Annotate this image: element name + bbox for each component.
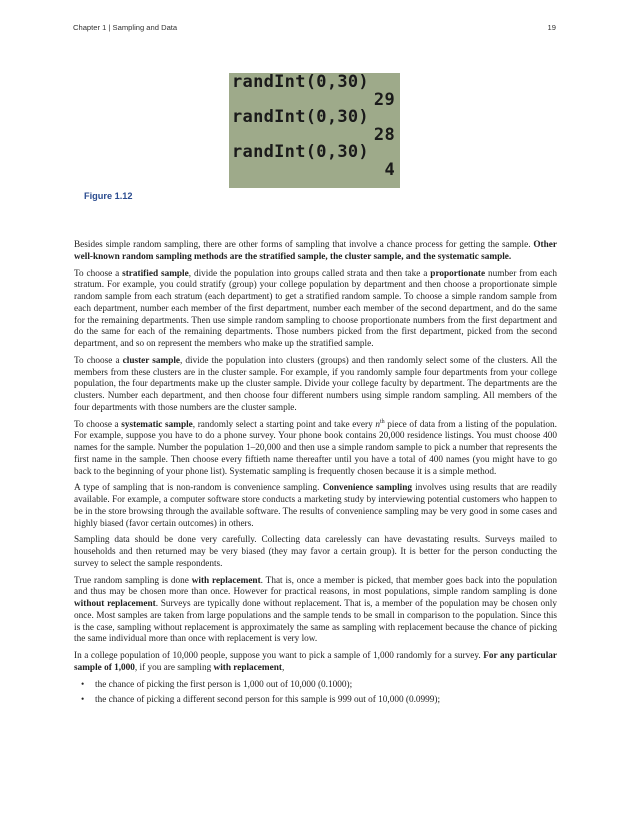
bullet-icon: • — [81, 695, 85, 706]
list-item — [74, 695, 557, 707]
paragraph — [74, 651, 557, 675]
calc-command-line: randInt(0,30) — [232, 107, 369, 127]
text-run: involves using results that are readily available. For example, a computer software store conducts a marketing study by interviewing potential customers who happen to be in the store browsing through the available software. The results of convenience sampling may be very good in some cases and highly biased (favor certain outcomes) in others. — [74, 483, 558, 529]
paragraph — [74, 576, 557, 647]
text-run: , divide the population into groups called strata and then take a — [188, 268, 431, 279]
text-run: A type of sampling that is non-random is convenience sampling. — [74, 483, 323, 494]
figure-caption: Figure 1.12 — [84, 191, 133, 201]
text-run: . Surveys are typically done without replacement. That is, a member of the population may be chosen only once. Most samples are taken from large populations and the sample tends to be small in comparison to the population. Since this is the case, sampling without replacement is approximately the same as sampling with replacement because the chance of picking the same individual more than once with replacement is very low. — [74, 599, 557, 645]
calc-result-line: 29 — [373, 89, 395, 110]
bold-text: For any particular sample of 1,000 — [74, 651, 558, 673]
bold-text: with replacement — [191, 575, 261, 586]
bold-text: Convenience sampling — [322, 483, 413, 494]
text-run: . That is, once a member is picked, that member goes back into the population and thus may be chosen more than once. However for practical reasons, in most populations, simple random sampling is done — [74, 575, 557, 598]
text-run: Sampling data should be done very carefully. Collecting data carelessly can have devastating results. Surveys mailed to households and then returned may be very biased (they may favor a certain group). It is better for the person conducting the survey to select the sample respondents. — [74, 535, 557, 569]
text-run: , if you are sampling — [134, 662, 214, 673]
text-run: Besides simple random sampling, there are other forms of sampling that involve a chance process for getting the sample. — [74, 240, 534, 250]
page-number: 19 — [547, 23, 556, 32]
text-run: , divide the population into clusters (groups) and then randomly select some of the clusters. All the members from these clusters are in the cluster sample. For example, if you randomly sample four departments from your college population, the four departments make up the cluster sample. Divide your college faculty by department. The departments are the clusters. Number each department, and then choose four different numbers using simple random sampling. All members of the four departments with those numbers are the cluster sample. — [74, 355, 558, 413]
bold-text: with replacement — [213, 662, 282, 673]
running-header-chapter: Chapter 1 | Sampling and Data — [73, 23, 178, 32]
text-run: To choose a — [74, 419, 122, 430]
paragraph — [74, 240, 557, 264]
paragraph — [74, 420, 557, 479]
text-run: To choose a — [74, 355, 123, 366]
paragraph — [74, 535, 557, 570]
text-run: True random sampling is done — [74, 575, 192, 586]
bullet-icon: • — [81, 679, 85, 690]
bold-text: without replacement — [74, 599, 156, 609]
text-run: In a college population of 10,000 people, suppose you want to pick a sample of 1,000 randomly for a survey. — [74, 651, 484, 661]
bold-text: proportionate — [430, 268, 486, 279]
calc-command-line: randInt(0,30) — [232, 72, 369, 92]
bold-text: stratified sample — [122, 268, 189, 279]
text-run: piece of data from a listing of the population. For example, suppose you have to do a phone survey. Your phone book contains 20,000 residence listings. You must choose 400 names for the sample. Number the population 1–20,000 and then use a simple random sample to pick a number that represents the first name in the sample. Then choose every fiftieth name thereafter until you have a total of 400 names (you might have to go back to the beginning of your phone list). Systematic sampling is frequently chosen because it is a simple method. — [74, 419, 557, 477]
list-item-text: the chance of picking the first person is 1,000 out of 10,000 (0.1000); — [95, 679, 353, 690]
calculator-screen — [229, 73, 400, 188]
calc-result-line: 4 — [384, 159, 395, 180]
italic-variable: n — [375, 419, 380, 430]
text-run: number from each stratum. For example, you could stratify (group) your college population by department and then choose a proportionate simple random sample from each stratum (each department) to get a stratified random sample. To choose a simple random sample from each department, number each member of the first department, number each member of the second department, and do the same for the remaining departments. Then use simple random sampling to choose proportionate numbers from the first department and do the same for each of the remaining departments. Those numbers picked from the first department, picked from the second department, and so on represent the members who make up the stratified sample. — [74, 268, 557, 349]
paragraph — [74, 483, 557, 530]
text-run: , randomly select a starting point and take every — [192, 419, 376, 430]
superscript: th — [379, 418, 385, 425]
text-run: To choose a — [74, 268, 123, 279]
paragraph — [74, 269, 557, 351]
body-text — [74, 240, 557, 711]
list-item-text: the chance of picking a different second person for this sample is 999 out of 10,000 (0.0999); — [95, 695, 441, 706]
bold-text: systematic sample — [121, 419, 193, 430]
bold-text: Other well-known random sampling methods are the stratified sample, the cluster sample, and the systematic sample. — [74, 240, 557, 262]
list-item — [74, 680, 557, 692]
bold-text: cluster sample — [122, 355, 181, 366]
calc-command-line: randInt(0,30) — [232, 142, 369, 162]
calc-result-line: 28 — [373, 124, 395, 145]
text-run: , — [281, 662, 285, 673]
paragraph — [74, 356, 557, 415]
